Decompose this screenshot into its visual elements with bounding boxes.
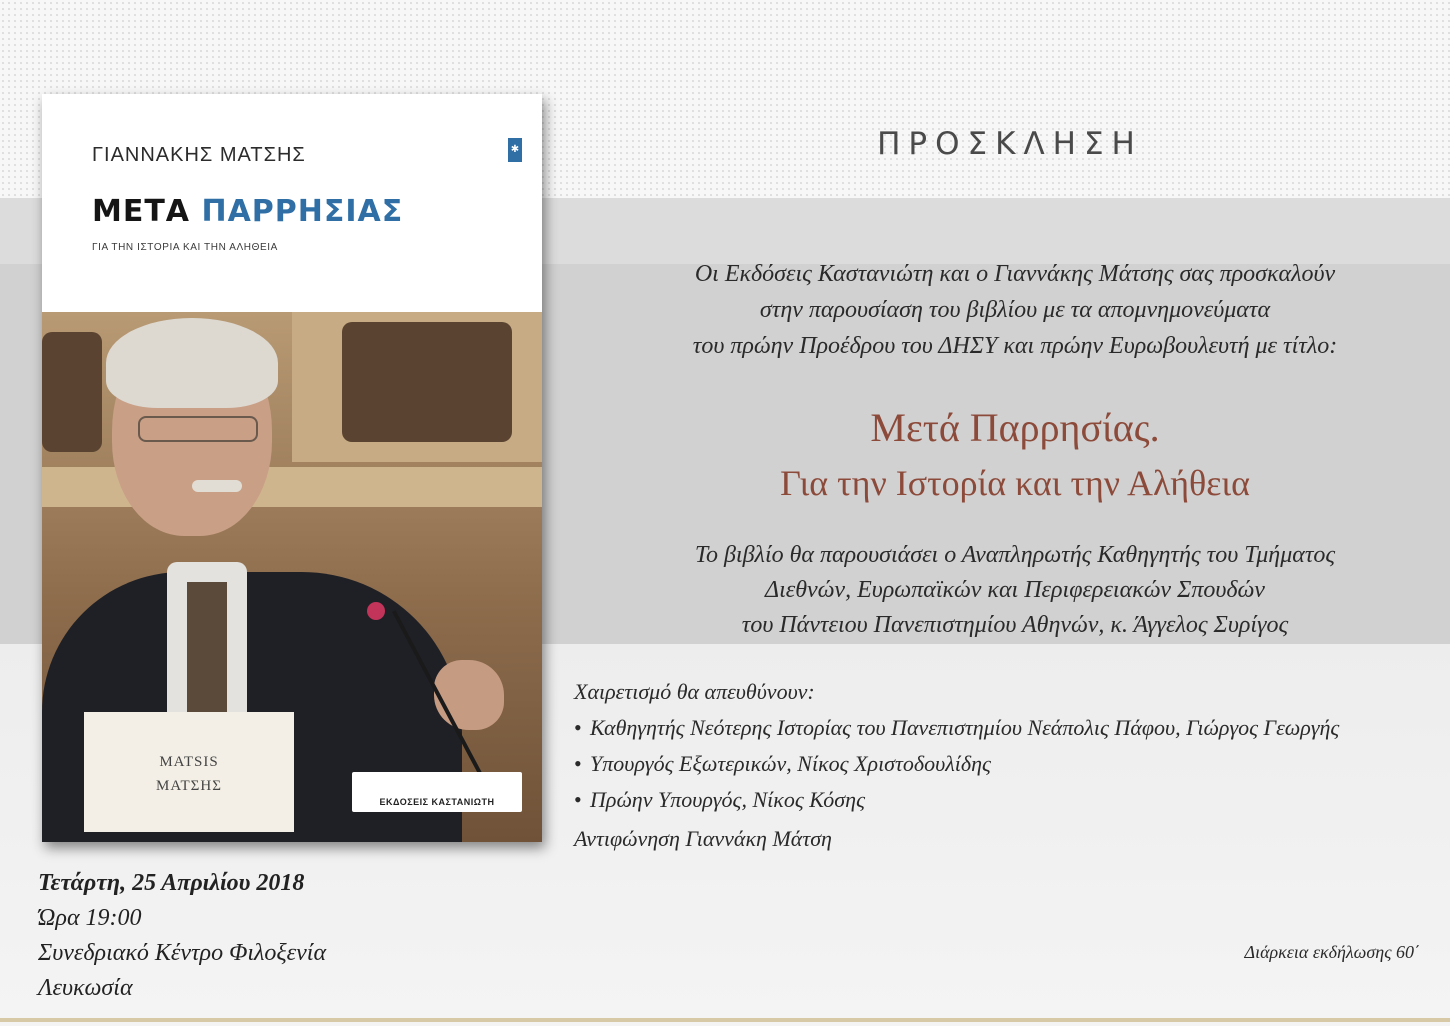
book-cover-subtitle: ΓΙΑ ΤΗΝ ΙΣΤΟΡΙΑ ΚΑΙ ΤΗΝ ΑΛΗΘΕΙΑ	[92, 242, 278, 253]
bullet-icon: •	[574, 751, 582, 776]
microphone-tip	[367, 602, 385, 620]
nameplate-line1: MATSIS	[159, 754, 219, 770]
nameplate-line2: ΜΑΤΣΗΣ	[156, 778, 222, 794]
presenter-line: Διεθνών, Ευρωπαϊκών και Περιφερειακών Σπουδών	[765, 577, 1265, 603]
book-cover-title	[92, 194, 403, 229]
publisher-logo-icon: ✱	[508, 138, 522, 162]
photo-hand	[434, 660, 504, 730]
greeter-name: Υπουργός Εξωτερικών, Νίκος Χριστοδουλίδης	[590, 751, 991, 776]
book-title-line2: Για την Ιστορία και την Αλήθεια	[780, 463, 1250, 503]
photo-background-seat	[342, 322, 512, 442]
event-venue: Συνεδριακό Κέντρο Φιλοξενία	[38, 940, 327, 966]
intro-line: του πρώην Προέδρου του ΔΗΣΥ και πρώην Ευρωβουλευτή με τίτλο:	[692, 333, 1338, 359]
greetings-section	[574, 674, 1434, 857]
nameplate	[84, 712, 294, 832]
event-info	[38, 866, 438, 1006]
presenter-text	[590, 538, 1440, 643]
greeter-name: Καθηγητής Νεότερης Ιστορίας του Πανεπιστημίου Νεάπολις Πάφου, Γιώργος Γεωργής	[590, 715, 1340, 740]
gold-divider	[0, 1018, 1450, 1022]
reply-text: Αντιφώνηση Γιαννάκη Μάτση	[574, 826, 832, 851]
book-author: ΓΙΑΝΝΑΚΗΣ ΜΑΤΣΗΣ	[92, 144, 306, 166]
intro-line: Οι Εκδόσεις Καστανιώτη και ο Γιαννάκης Μάτσης σας προσκαλούν	[694, 261, 1336, 287]
event-city: Λευκωσία	[38, 975, 133, 1001]
list-item	[574, 746, 1434, 782]
book-cover-title-part1: ΜΕΤΑ	[92, 194, 191, 229]
photo-hair	[106, 318, 278, 408]
greeters-list	[574, 710, 1434, 818]
event-date: Τετάρτη, 25 Απριλίου 2018	[38, 870, 305, 896]
publisher-name: ΕΚΔΟΣΕΙΣ ΚΑΣΤΑΝΙΩΤΗ	[379, 797, 495, 807]
book-cover-title-part2: ΠΑΡΡΗΣΙΑΣ	[201, 194, 404, 229]
photo-mustache	[192, 480, 242, 492]
event-duration: Διάρκεια εκδήλωσης 60΄	[1244, 942, 1420, 962]
book-cover	[42, 94, 542, 842]
presenter-line: Το βιβλίο θα παρουσιάσει ο Αναπληρωτής Καθηγητής του Τμήματος	[694, 542, 1336, 568]
invitation-heading: ΠΡΟΣΚΛΗΣΗ	[877, 126, 1143, 162]
photo-glasses	[138, 416, 258, 442]
list-item	[574, 782, 1434, 818]
event-time: Ώρα 19:00	[38, 905, 142, 931]
bullet-icon: •	[574, 787, 582, 812]
photo-background-seat	[42, 332, 102, 452]
greetings-heading: Χαιρετισμό θα απευθύνουν:	[574, 679, 815, 704]
bullet-icon: •	[574, 715, 582, 740]
book-title-line1: Μετά Παρρησίας.	[870, 405, 1160, 450]
greeter-name: Πρώην Υπουργός, Νίκος Κόσης	[590, 787, 865, 812]
author-photo	[42, 312, 542, 842]
intro-line: στην παρουσίαση του βιβλίου με τα απομνημονεύματα	[759, 297, 1271, 323]
intro-text	[590, 256, 1440, 364]
presenter-line: του Πάντειου Πανεπιστημίου Αθηνών, κ. Άγγελος Συρίγος	[741, 612, 1289, 638]
list-item	[574, 710, 1434, 746]
